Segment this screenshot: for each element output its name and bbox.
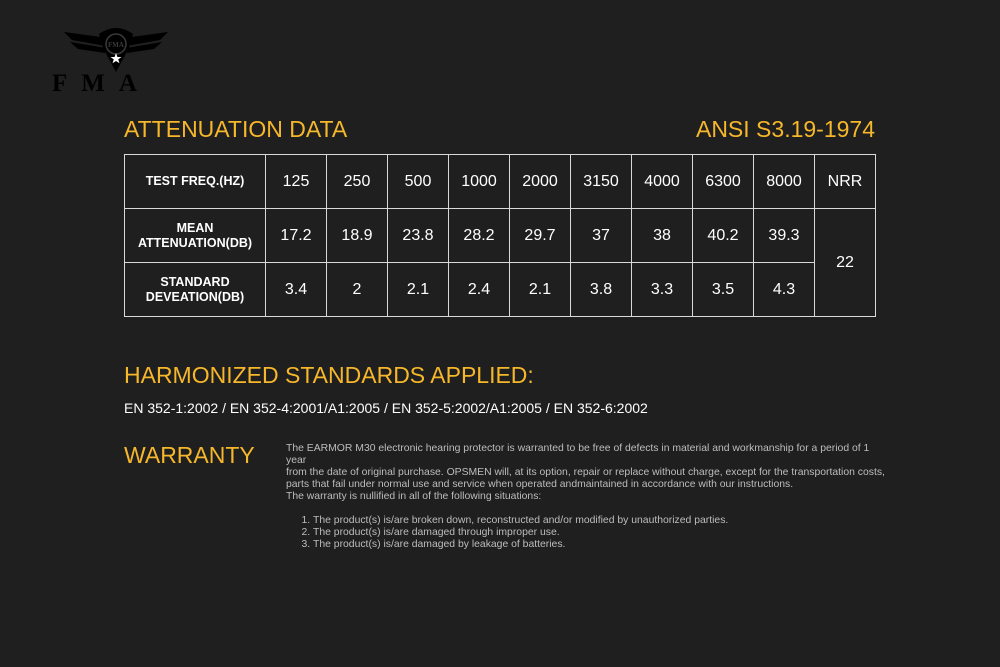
table-cell: 3.5 (693, 263, 754, 317)
nrr-value-cell: 22 (815, 209, 876, 317)
table-cell: 4000 (632, 155, 693, 209)
warranty-text (286, 443, 886, 551)
row-header (125, 209, 266, 263)
row-header (125, 155, 266, 209)
logo-badge-text: FMA (108, 41, 124, 49)
warranty-line: parts that fail under normal use and service when operated andmaintained in accordance with our instructions. (286, 479, 794, 490)
table-cell: 29.7 (510, 209, 571, 263)
table-cell: 2 (327, 263, 388, 317)
table-cell: 37 (571, 209, 632, 263)
table-cell: 8000 (754, 155, 815, 209)
table-cell: 250 (327, 155, 388, 209)
table-cell: 125 (266, 155, 327, 209)
warranty-line: from the date of original purchase. OPSMEN will, at its option, repair or replace without charge, except for the transportation costs, (286, 467, 885, 478)
table-cell: 3.8 (571, 263, 632, 317)
row-header-line: ATTENUATION(DB) (137, 235, 253, 250)
table-cell: 2000 (510, 155, 571, 209)
table-cell: 3.3 (632, 263, 693, 317)
table-cell: 3.4 (266, 263, 327, 317)
table-row (125, 155, 876, 209)
table-cell: 18.9 (327, 209, 388, 263)
warranty-item: 2. The product(s) is/are damaged through improper use. (313, 527, 886, 539)
table-cell: 38 (632, 209, 693, 263)
table-cell: 28.2 (449, 209, 510, 263)
warranty-line: The warranty is nullified in all of the following situations: (286, 491, 542, 502)
logo-text: FMA (52, 70, 151, 97)
fma-logo (52, 22, 180, 96)
harmonized-standards-list: EN 352-1:2002 / EN 352-4:2001/A1:2005 / EN 352-5:2002/A1:2005 / EN 352-6:2002 (124, 400, 648, 416)
harmonized-title: HARMONIZED STANDARDS APPLIED: (124, 362, 534, 388)
table-cell: 40.2 (693, 209, 754, 263)
row-header (125, 263, 266, 317)
warranty-title: WARRANTY (124, 442, 255, 468)
table-cell: 1000 (449, 155, 510, 209)
table-cell: 17.2 (266, 209, 327, 263)
row-header-line: DEVEATION(DB) (145, 289, 245, 304)
attenuation-title: ATTENUATION DATA (124, 116, 348, 142)
table-cell: 39.3 (754, 209, 815, 263)
table-cell: NRR (815, 155, 876, 209)
row-header-line: TEST FREQ.(HZ) (145, 174, 245, 188)
warranty-item: 1. The product(s) is/are broken down, reconstructed and/or modified by unauthorized parties. (313, 515, 886, 527)
table-cell: 23.8 (388, 209, 449, 263)
table-cell: 6300 (693, 155, 754, 209)
warranty-item: 3. The product(s) is/are damaged by leakage of batteries. (313, 539, 886, 551)
table-cell: 2.1 (388, 263, 449, 317)
table-cell: 2.1 (510, 263, 571, 317)
table-cell: 500 (388, 155, 449, 209)
row-header-line: STANDARD (160, 274, 230, 289)
row-header-line: MEAN (176, 220, 214, 235)
warranty-line: The EARMOR M30 electronic hearing protector is warranted to be free of defects in material and workmanship for a period of 1 year (286, 443, 870, 466)
table-cell: 4.3 (754, 263, 815, 317)
table-row (125, 263, 876, 317)
attenuation-table (124, 154, 876, 317)
table-row (125, 209, 876, 263)
table-cell: 2.4 (449, 263, 510, 317)
table-cell: 3150 (571, 155, 632, 209)
ansi-standard: ANSI S3.19-1974 (695, 116, 875, 142)
